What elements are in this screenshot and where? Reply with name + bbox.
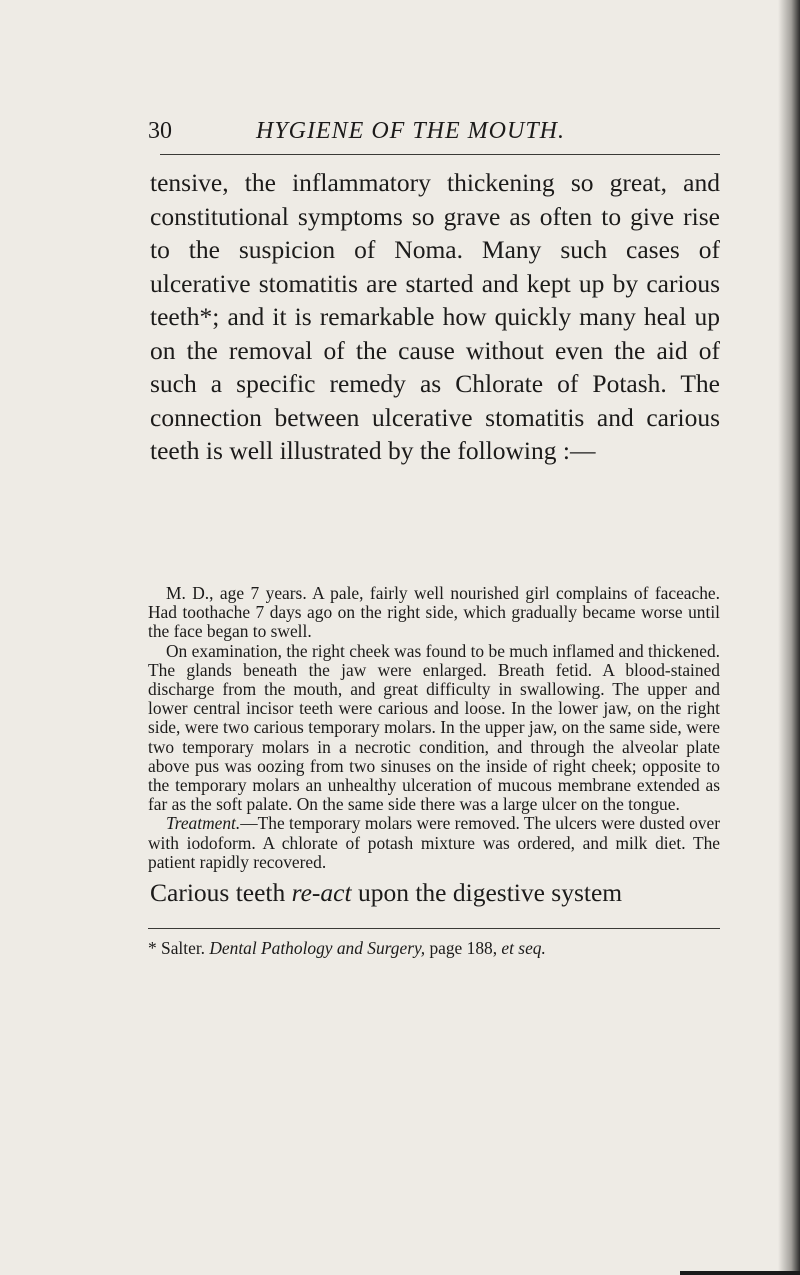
page-header: [148, 118, 708, 148]
header-rule: [160, 154, 720, 155]
main-paragraph: tensive, the inflammatory thickening so great, and constitutional symptoms so grave as often to give rise to the suspicion of Noma. Many such cases of ulcerative stomatitis are started and kept up by carious teeth*; and it is remarkable how quickly many heal up on the removal of the cause without even the aid of such a specific remedy as Chlorate of Potash. The connection between ulcerative stomatitis and carious teeth is well illustrated by the following :—: [150, 168, 720, 465]
closing-italic: re-act: [291, 878, 352, 907]
closing-before: Carious teeth: [150, 878, 292, 907]
treatment-label: Treatment.: [166, 813, 241, 834]
footnote-page-ref: page 188,: [425, 938, 502, 958]
footnote-rule: [148, 928, 720, 929]
footnote-seq: et seq.: [501, 938, 546, 958]
footnote-marker: * Salter.: [148, 938, 210, 958]
treatment-text: —The temporary molars were removed. The ulcers were dusted over with iodoform. A chlorate of potash mixture was ordered, and milk diet. The patient rapidly recovered.: [148, 813, 720, 872]
footnote: [148, 938, 720, 958]
page-edge-shadow: [778, 0, 800, 1275]
footnote-title: Dental Pathology and Surgery,: [209, 938, 426, 958]
bottom-edge-mark: [680, 1271, 800, 1275]
case-examination: On examination, the right cheek was found to be much inflamed and thickened. The glands beneath the jaw were enlarged. Breath fetid. A blood-stained discharge from the mouth, and great difficulty in swallowing. The upper and lower central incisor teeth were carious and loose. In the lower jaw, on the right side, were two carious temporary molars. In the upper jaw, on the same side, were two temporary molars in a necrotic condition, and through the alveolar plate above pus was oozing from two sinuses on the inside of right cheek; opposite to the temporary molars an unhealthy ulceration of mucous membrane extended as far as the soft palate. On the same side there was a large ulcer on the tongue.: [148, 640, 720, 815]
closing-after: upon the digestive system: [351, 878, 623, 907]
page-number: 30: [148, 118, 172, 144]
case-history: M. D., age 7 years. A pale, fairly well nourished girl complains of faceache. Had toothache 7 days ago on the right side, which gradually became worse until the face began to swell.: [148, 583, 720, 642]
case-report: [148, 584, 720, 872]
running-title: HYGIENE OF THE MOUTH.: [256, 118, 565, 144]
closing-line: [150, 876, 722, 909]
case-treatment: [148, 814, 720, 872]
